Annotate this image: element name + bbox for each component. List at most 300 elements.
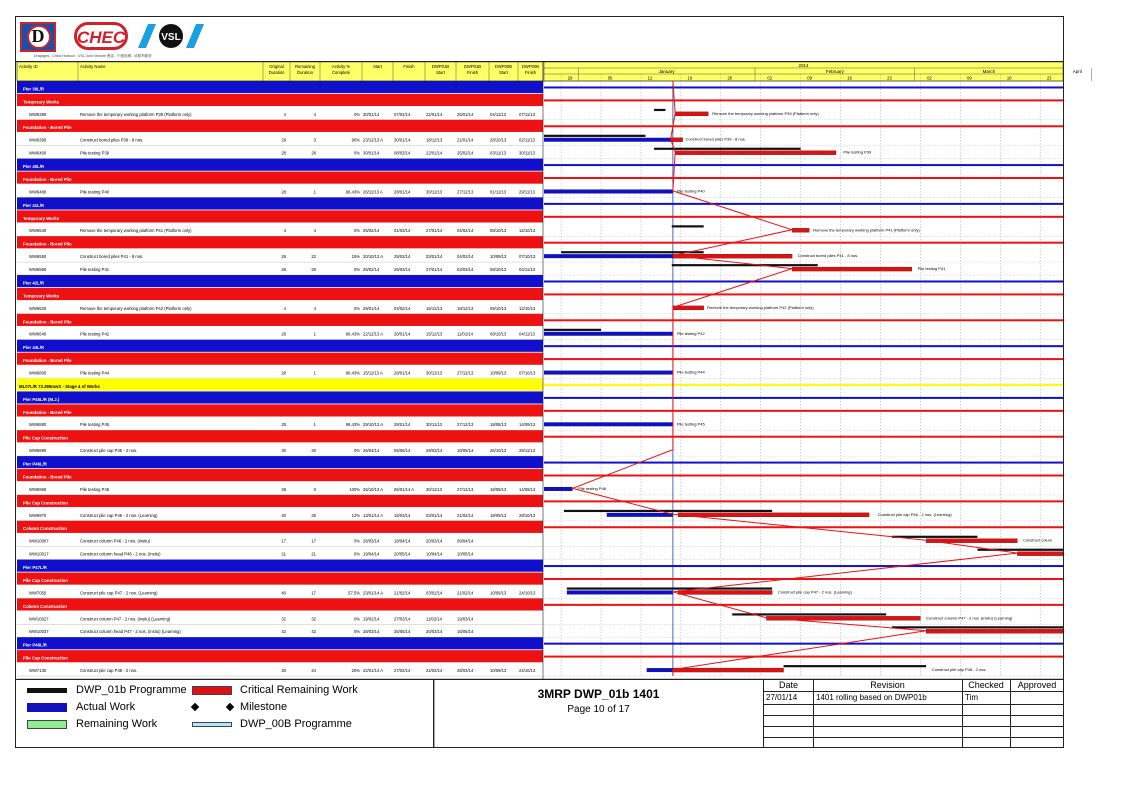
activity-name: Construct column head P47 - 2 nos. (insitu) (Learning) xyxy=(80,629,181,635)
week-label-4: 26 xyxy=(727,75,733,81)
pct-complete: 20% xyxy=(351,668,360,673)
original-duration: 28 xyxy=(281,267,286,273)
week-label-1: 05 xyxy=(607,75,613,81)
title-block xyxy=(434,679,763,747)
dwp01b-finish: 16/05/14 xyxy=(457,629,474,635)
dwp00b-finish: 28/11/13 xyxy=(519,448,535,454)
dwp01b-finish: 11/01/14 xyxy=(457,331,473,337)
dwp01b-start: 27/01/14 xyxy=(426,267,443,273)
rev-col-line-2 xyxy=(962,680,963,748)
dwp00b-start: 01/11/13 xyxy=(490,189,506,195)
critical-work-bar xyxy=(678,513,869,517)
dwp00b-finish: 07/10/13 xyxy=(519,370,536,376)
original-duration: 30 xyxy=(281,448,286,454)
sub-summary-bar xyxy=(544,177,1063,179)
group-band xyxy=(17,456,543,468)
finish-date: 28/01/14 xyxy=(394,189,411,195)
pct-complete: 15% xyxy=(351,254,360,260)
pct-complete: 96.43% xyxy=(345,422,360,428)
remaining-duration: 4 xyxy=(313,228,316,234)
dwp01b-start: 30/11/13 xyxy=(426,370,442,376)
dwp01b-start: 30/11/13 xyxy=(426,486,442,492)
dwp00b-finish: 02/11/13 xyxy=(519,137,535,143)
actual-work-bar xyxy=(544,371,673,375)
dwp01b-finish: 10/05/14 xyxy=(457,551,474,557)
dwp00b-finish: 14/09/13 xyxy=(519,422,536,428)
dwp01b-finish: 27/12/13 xyxy=(457,370,474,376)
start-date: 26/11/13 A xyxy=(363,189,383,195)
rev-header-approved: Approved xyxy=(1017,680,1057,690)
group-summary-bar xyxy=(544,462,1063,464)
critical-work-bar xyxy=(678,590,772,594)
actual-work-bar xyxy=(544,254,673,258)
sub-summary-bar xyxy=(544,216,1063,218)
group-band xyxy=(17,159,543,171)
col-header-6-0: Finish xyxy=(403,64,415,69)
vsl-logo-text: VSL xyxy=(161,32,181,43)
remaining-duration: 4 xyxy=(313,111,316,117)
col-header-9-1: Start xyxy=(499,70,508,75)
pct-complete: 90% xyxy=(351,137,360,143)
col-header-10-1: Finish xyxy=(524,70,537,75)
remaining-duration: 42 xyxy=(311,629,316,635)
dwp00b-finish: 24/10/13 xyxy=(519,668,536,673)
stage-label: ML07L/R 73.395mwS - Stage 4 of Works xyxy=(19,383,100,389)
activity-id: WW6480 xyxy=(29,189,47,195)
bar-annotation: Construct pile cap P48 - 2 nos. xyxy=(931,667,987,673)
original-duration: 32 xyxy=(281,616,286,622)
start-date: 23/01/14 A xyxy=(363,590,384,596)
finish-date: 26/05/14 xyxy=(394,629,411,635)
dwp00b-finish: 07/10/13 xyxy=(519,254,536,260)
legend xyxy=(16,679,434,747)
rev-row-line-2 xyxy=(764,715,1064,716)
dwp01b-start: 15/12/13 xyxy=(426,331,443,337)
dwp00b-finish: 04/11/13 xyxy=(519,267,535,273)
pct-complete: 0% xyxy=(353,150,360,156)
start-date: 23/12/13 A xyxy=(363,137,384,143)
start-date: 15/11/13 A xyxy=(363,370,383,376)
start-date: 26/04/14 xyxy=(363,448,380,454)
remaining-duration: 17 xyxy=(311,538,316,544)
month-label-April: April xyxy=(1072,69,1082,74)
activity-name: Construct pile cap P48 - 2 nos. xyxy=(80,668,138,673)
sub-summary-bar xyxy=(544,242,1063,244)
original-duration: 30 xyxy=(281,668,286,673)
legend-baseline-swatch xyxy=(192,722,232,727)
col-header-2-0: Original xyxy=(269,64,284,69)
bar-annotation: Pile testing P46 xyxy=(578,485,607,491)
activity-id: WW10007 xyxy=(29,538,49,544)
sub-band xyxy=(17,598,543,610)
dwp01b-start: 20/03/14 xyxy=(426,629,443,635)
rev-date: 27/01/14 xyxy=(766,693,798,702)
dwp00b-start: 08/10/13 xyxy=(490,267,507,273)
original-duration: 26 xyxy=(281,254,286,260)
start-date: 22/12/13 A xyxy=(363,331,384,337)
group-summary-bar xyxy=(544,345,1063,347)
activity-id: WW6380 xyxy=(29,111,47,117)
original-duration: 28 xyxy=(281,370,286,376)
bar-annotation: Remove the temporary working platform P42 (Platform only) xyxy=(707,304,814,310)
dwp00b-start: 18/09/13 xyxy=(490,512,507,518)
start-date: 28/03/14 xyxy=(363,538,380,544)
group-summary-bar xyxy=(544,203,1063,205)
original-duration: 42 xyxy=(281,629,286,635)
dwp00b-start: 10/09/13 xyxy=(490,370,507,376)
activity-id: WW7050 xyxy=(29,590,47,596)
legend-critical-swatch xyxy=(192,686,232,695)
remaining-duration: 28 xyxy=(311,150,316,156)
activity-name: Pile testing P39 xyxy=(80,150,110,156)
week-label-3: 19 xyxy=(687,75,693,81)
programme-bar xyxy=(564,510,772,512)
group-label: Pier P48L/R xyxy=(23,642,47,648)
programme-bar xyxy=(672,225,704,227)
pct-complete: 57.5% xyxy=(348,590,360,596)
critical-work-bar xyxy=(673,668,784,672)
rev-col-line-1 xyxy=(813,680,814,748)
start-date: 25/02/14 xyxy=(363,228,380,234)
activity-id: WW6880 xyxy=(29,422,47,428)
programme-bar xyxy=(654,109,665,111)
remaining-duration: 32 xyxy=(311,616,316,622)
bar-annotation: Pile testing P40 xyxy=(676,188,705,194)
pct-complete: 0% xyxy=(353,448,360,454)
remaining-duration: 22 xyxy=(311,254,316,260)
rev-row-line-3 xyxy=(764,726,1064,727)
timescale-year: 2014 xyxy=(798,63,809,68)
legend-baseline-label: DWP_00B Programme xyxy=(240,718,352,730)
week-label-7: 16 xyxy=(847,75,852,81)
remaining-duration: 4 xyxy=(313,305,316,311)
sub-label: Column Construction xyxy=(23,526,67,532)
dwp01b-finish: 19/03/14 xyxy=(457,616,474,622)
sub-summary-bar xyxy=(544,656,1063,658)
pct-complete: 12% xyxy=(351,512,360,518)
revision-table xyxy=(763,679,1064,747)
dwp00b-start: 10/09/13 xyxy=(490,668,507,673)
legend-programme-swatch xyxy=(27,688,67,693)
rev-revision: 1401 rolling based on DWP01b xyxy=(816,693,927,702)
sub-label: Pile Cap Construction xyxy=(23,435,68,441)
col-header-7-1: Start xyxy=(436,70,445,75)
dwp00b-start: 08/10/13 xyxy=(490,331,507,337)
bar-annotation: Construct colum xyxy=(1023,537,1052,543)
group-band xyxy=(17,340,543,352)
original-duration: 29 xyxy=(281,137,286,143)
finish-date: 27/02/14 xyxy=(394,668,411,673)
original-duration: 28 xyxy=(281,150,286,156)
activity-id: WW6620 xyxy=(29,305,47,311)
legend-milestone-icon xyxy=(191,703,199,711)
sub-band xyxy=(17,172,543,184)
sub-summary-bar xyxy=(544,319,1063,321)
dwp00b-finish: 12/10/13 xyxy=(519,228,536,234)
rev-row-line-1 xyxy=(764,704,1064,705)
pct-complete: 100% xyxy=(349,486,360,492)
schedule-title: 3MRP DWP_01b 1401 xyxy=(537,687,660,701)
activity-name: Construct column P46 - 2 nos. (insitu) xyxy=(80,538,151,544)
pct-complete: 96.43% xyxy=(345,370,360,376)
dwp01b-start: 03/01/14 xyxy=(426,590,443,596)
group-summary-bar xyxy=(544,565,1063,567)
activity-name: Remove the temporary working platform P39 (Platform only) xyxy=(80,111,192,117)
activity-id: WW6540 xyxy=(29,228,47,234)
activity-name: Remove the temporary working platform P42 (Platform only) xyxy=(80,305,192,311)
dwp00b-finish: 24/10/13 xyxy=(519,590,536,596)
original-duration: 40 xyxy=(281,590,286,596)
start-date: 29/10/13 A xyxy=(363,422,384,428)
remaining-duration: 1 xyxy=(313,189,316,195)
bar-annotation: Pile testing P39 xyxy=(843,149,872,155)
finish-date: 15/03/14 xyxy=(394,512,411,518)
activity-id: WW6800 xyxy=(29,370,47,376)
start-date: 29/01/14 xyxy=(363,305,380,311)
col-header-10-0: DWP00B xyxy=(521,64,540,69)
finish-date: 30/01/14 xyxy=(394,137,411,143)
dwp01b-finish: 03/03/14 xyxy=(457,267,474,273)
bar-annotation: Pile testing P42 xyxy=(676,330,705,336)
rev-header-revision: Revision xyxy=(870,680,905,690)
group-summary-bar xyxy=(544,164,1063,166)
col-header-8-0: DWP01B xyxy=(463,64,482,69)
remaining-duration: 28 xyxy=(311,267,316,273)
pct-complete: 0% xyxy=(353,228,360,234)
legend-milestone-label: Milestone xyxy=(240,701,288,713)
start-date: 30/01/14 xyxy=(363,150,380,156)
actual-work-bar xyxy=(544,422,673,426)
group-label: Pier 40L/R xyxy=(23,164,45,170)
dwp00b-finish: 07/11/13 xyxy=(519,111,535,117)
sub-label: Temporary Works xyxy=(23,293,60,299)
dwp01b-start: 30/11/13 xyxy=(426,189,442,195)
dwp01b-start: 03/01/14 xyxy=(426,254,443,260)
dragages-logo-letter: D xyxy=(31,26,45,46)
activity-name: Construct pile cap P47 - 2 nos. (Learning) xyxy=(80,590,158,596)
group-label: Pier 44L/R xyxy=(23,345,45,351)
dwp00b-finish: 30/11/13 xyxy=(519,150,535,156)
legend-critical-label: Critical Remaining Work xyxy=(240,684,358,696)
sub-summary-bar xyxy=(544,436,1063,438)
sub-summary-bar xyxy=(544,99,1063,101)
pct-complete: 0% xyxy=(353,616,360,622)
finish-date: 20/05/14 xyxy=(394,551,411,557)
legend-remaining-label: Remaining Work xyxy=(76,718,158,730)
pct-complete: 0% xyxy=(353,111,360,117)
remaining-duration: 0 xyxy=(313,486,316,492)
group-label: Pier 41L/R xyxy=(23,202,45,208)
week-label-8: 23 xyxy=(887,75,892,81)
actual-work-bar xyxy=(544,189,673,193)
dwp00b-start: 03/11/13 xyxy=(490,150,506,156)
dwp01b-finish: 04/02/14 xyxy=(457,254,474,260)
remaining-duration: 17 xyxy=(311,590,316,596)
bar-annotation: Construct pile cap P46 - 2 nos. (Learning) xyxy=(877,511,952,517)
sub-band xyxy=(17,650,543,662)
week-label-11: 16 xyxy=(1006,75,1012,81)
group-summary-bar xyxy=(544,86,1063,88)
dwp01b-start: 20/03/14 xyxy=(426,538,443,544)
col-header-3-1: Duration xyxy=(297,70,313,75)
group-summary-bar xyxy=(544,643,1063,645)
rev-row-line-4 xyxy=(764,737,1064,738)
group-label: Pier 39L/R xyxy=(23,86,45,92)
dwp01b-start: 22/01/14 xyxy=(426,150,443,156)
finish-date: 01/03/14 xyxy=(394,228,411,234)
dwp00b-start: 28/10/13 xyxy=(490,137,507,143)
critical-work-bar xyxy=(1017,552,1063,556)
sub-label: Foundation - Bored Pile xyxy=(23,358,72,364)
dwp01b-finish: 04/02/14 xyxy=(457,228,474,234)
dwp00b-finish: 04/11/13 xyxy=(519,331,535,337)
dwp01b-start: 30/11/13 xyxy=(426,422,442,428)
start-date: 22/01/14 A xyxy=(363,668,384,673)
sub-band xyxy=(17,521,543,533)
sub-summary-bar xyxy=(544,293,1063,295)
original-duration: 21 xyxy=(281,551,286,557)
actual-work-bar xyxy=(544,332,673,336)
col-header-0-0: Activity ID xyxy=(19,64,38,69)
finish-date: 28/01/14 xyxy=(394,370,411,376)
activity-id: WW6640 xyxy=(29,331,47,337)
month-label-March: March xyxy=(982,69,996,74)
critical-work-bar xyxy=(673,306,704,310)
activity-id: WW6560 xyxy=(29,267,47,273)
sub-label: Foundation - Bored Pile xyxy=(23,474,72,480)
dwp01b-finish: 21/02/14 xyxy=(457,590,474,596)
remaining-duration: 1 xyxy=(313,422,316,428)
dwp01b-finish: 27/12/13 xyxy=(457,189,474,195)
legend-remaining-swatch xyxy=(27,720,67,729)
critical-work-bar xyxy=(671,138,683,142)
sub-label: Foundation - Bored Pile xyxy=(23,409,72,415)
original-duration: 28 xyxy=(281,189,286,195)
dwp01b-start: 11/02/14 xyxy=(426,616,442,622)
group-band xyxy=(17,560,543,572)
original-duration: 4 xyxy=(283,305,286,311)
sub-band xyxy=(17,430,543,442)
finish-date: 07/02/14 xyxy=(394,111,411,117)
activity-name: Pile testing P44 xyxy=(80,370,110,376)
activity-name: Construct column head P46 - 2 nos. (insitu) xyxy=(80,551,161,557)
remaining-duration: 3 xyxy=(313,137,316,143)
rev-checked: Tim xyxy=(965,693,979,702)
group-label: Pier P46L/R xyxy=(23,461,47,467)
finish-date: 05/06/14 xyxy=(394,448,411,454)
legend-programme-label: DWP_01b Programme xyxy=(76,684,187,696)
programme-bar xyxy=(544,135,646,137)
bar-annotation: Pile testing P45 xyxy=(676,421,705,427)
dwp00b-start: 08/10/13 xyxy=(490,305,507,311)
sub-label: Foundation - Bored Pile xyxy=(23,319,72,325)
programme-bar xyxy=(544,329,601,331)
programme-bar xyxy=(561,251,704,253)
dwp01b-start: 27/01/14 xyxy=(426,228,443,234)
activity-id: WW6970 xyxy=(29,512,47,518)
original-duration: 28 xyxy=(281,331,286,337)
dwp01b-start: 29/03/14 xyxy=(426,448,443,454)
activity-id: WW10037 xyxy=(29,629,49,635)
start-date: 28/03/14 xyxy=(363,629,380,635)
rev-header-line xyxy=(764,691,1064,692)
actual-work-bar xyxy=(544,138,671,142)
legend-milestone-icon-2 xyxy=(226,703,234,711)
dwp00b-finish: 14/09/13 xyxy=(519,486,536,492)
bar-annotation: Construct pile cap P47 - 2 nos. (Learning) xyxy=(777,589,852,595)
remaining-duration: 30 xyxy=(311,448,316,454)
week-label-9: 02 xyxy=(927,75,932,81)
chec-logo-text: CHEC xyxy=(77,28,126,47)
sub-band xyxy=(17,353,543,365)
month-label-January: January xyxy=(658,69,675,74)
group-band xyxy=(17,197,543,209)
original-duration: 28 xyxy=(281,486,286,492)
dwp01b-finish: 09/04/14 xyxy=(457,538,474,544)
critical-work-bar xyxy=(792,267,912,271)
dwp00b-start: 10/09/13 xyxy=(490,254,507,260)
dwp01b-finish: 19/12/13 xyxy=(457,305,474,311)
dwp00b-start: 18/08/13 xyxy=(490,486,507,492)
col-header-5-0: Start xyxy=(373,64,382,69)
dwp00b-start: 25/10/13 xyxy=(490,448,507,454)
critical-work-bar xyxy=(926,629,1063,633)
actual-work-bar xyxy=(607,513,673,517)
sub-band xyxy=(17,94,543,106)
group-band xyxy=(17,81,543,93)
activity-name: Construct pile cap P46 - 2 nos. (Learning) xyxy=(80,512,158,518)
dwp00b-start: 10/09/13 xyxy=(490,590,507,596)
sub-band xyxy=(17,573,543,585)
activity-id: WW7130 xyxy=(29,668,47,673)
start-date: 26/10/13 A xyxy=(363,486,384,492)
legend-actual-swatch xyxy=(27,703,67,712)
group-band xyxy=(17,275,543,287)
sub-label: Temporary Works xyxy=(23,99,60,105)
sub-band xyxy=(17,120,543,132)
col-header-4-0: Activity % xyxy=(331,64,351,69)
group-band xyxy=(17,391,543,403)
group-label: Pier P47L/R xyxy=(23,565,47,571)
rev-col-line-3 xyxy=(1010,680,1011,748)
finish-date: 28/01/14 xyxy=(394,422,411,428)
dwp01b-start: 18/12/13 xyxy=(426,137,443,143)
activity-name: Pile testing P42 xyxy=(80,331,110,337)
dwp01b-finish: 25/02/14 xyxy=(457,150,474,156)
dwp01b-finish: 21/02/14 xyxy=(457,512,474,518)
sub-band xyxy=(17,314,543,326)
actual-work-bar xyxy=(647,668,673,672)
pct-complete: 96.43% xyxy=(345,189,360,195)
bar-annotation: Pile testing P44 xyxy=(676,369,705,375)
pct-complete: 96.43% xyxy=(345,331,360,337)
remaining-duration: 1 xyxy=(313,331,316,337)
programme-bar xyxy=(654,148,801,150)
activity-name: Pile testing P41 xyxy=(80,267,110,273)
finish-date: 18/04/14 xyxy=(394,538,411,544)
remaining-duration: 21 xyxy=(311,551,316,557)
activity-id: WW6890 xyxy=(29,448,47,454)
activity-name: Pile testing P46 xyxy=(80,486,110,492)
dwp01b-finish: 25/01/14 xyxy=(457,111,474,117)
dwp01b-finish: 28/03/14 xyxy=(457,668,474,673)
dwp00b-start: 04/11/13 xyxy=(490,111,506,117)
dwp01b-finish: 27/12/13 xyxy=(457,486,474,492)
sub-label: Foundation - Bored Pile xyxy=(23,176,72,182)
dwp01b-start: 22/01/14 xyxy=(426,111,443,117)
finish-date: 25/03/14 xyxy=(394,267,411,273)
col-header-9-0: DWP00B xyxy=(494,64,513,69)
